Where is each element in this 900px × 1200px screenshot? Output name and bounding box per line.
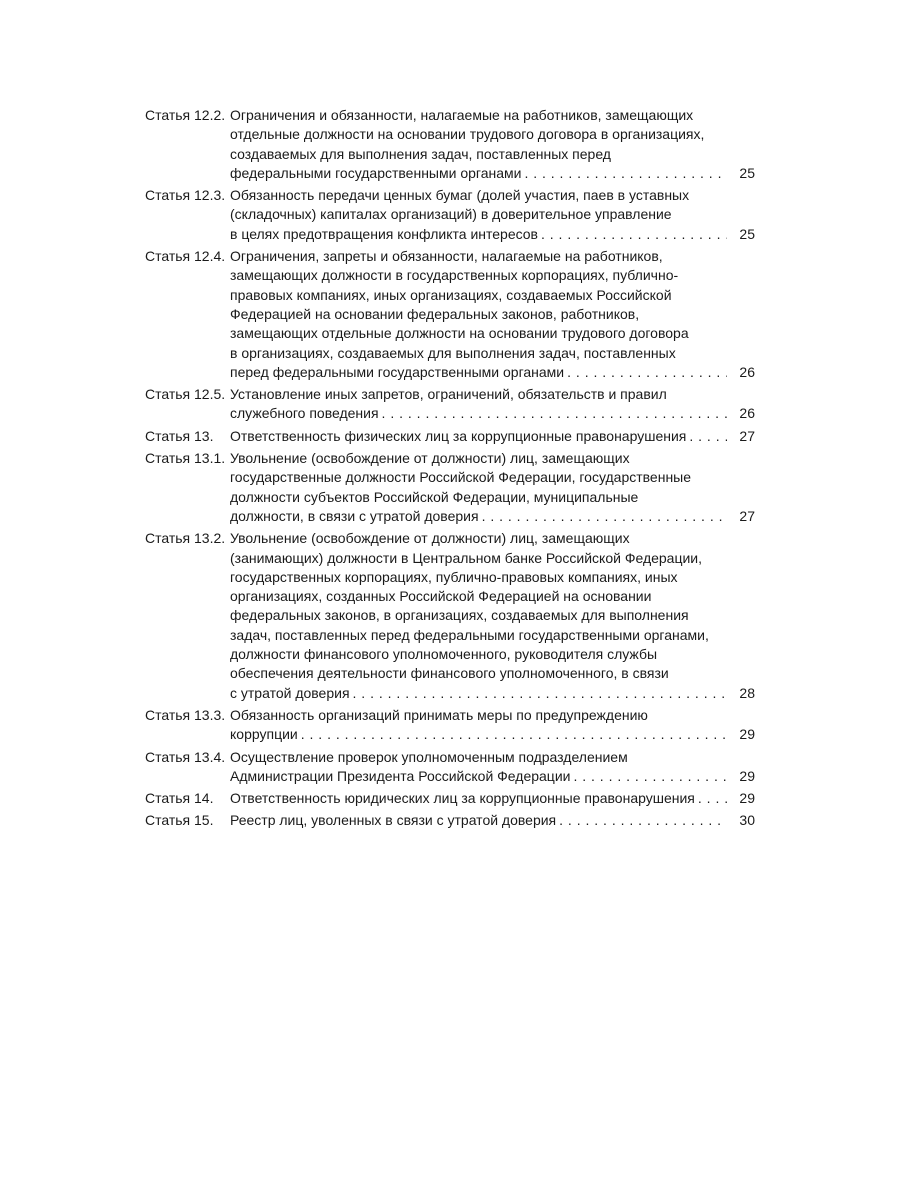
title-last-line — [230, 164, 755, 183]
dot-leader — [567, 363, 727, 382]
toc-entry — [145, 247, 755, 382]
title-last-line — [230, 767, 755, 786]
dot-leader — [541, 225, 727, 244]
toc-entry — [145, 529, 755, 703]
title-line: задач, поставленных перед федеральными государственными органами, — [230, 626, 709, 643]
page-number: 27 — [739, 507, 755, 524]
title-line: замещающих отдельные должности на основании трудового договора — [230, 325, 689, 342]
page-number: 30 — [739, 812, 755, 829]
title-line: Федерацией на основании федеральных законов, работников, — [230, 305, 640, 322]
title-last-line — [230, 404, 755, 423]
title-line: отдельные должности на основании трудового договора в организациях, — [230, 126, 705, 143]
title-last-line — [230, 789, 755, 808]
page-number: 25 — [739, 164, 755, 181]
title-line: государственные должности Российской Федерации, государственные — [230, 469, 692, 486]
page-number: 27 — [739, 427, 755, 444]
title-last-line — [230, 427, 755, 446]
toc-entry — [145, 106, 755, 183]
article-number: Статья 12.4. — [145, 248, 226, 265]
title-line: организациях, созданных Российской Федерацией на основании — [230, 588, 652, 605]
title-line: (занимающих) должности в Центральном банке Российской Федерации, — [230, 549, 703, 566]
toc-entry — [145, 186, 755, 244]
article-number: Статья 14. — [145, 790, 214, 807]
article-number: Статья 13.2. — [145, 530, 226, 547]
page-number: 25 — [739, 225, 755, 242]
title-line: Ответственность физических лиц за коррупционные правонарушения — [230, 427, 687, 444]
title-line: создаваемых для выполнения задач, поставленных перед — [230, 145, 611, 162]
toc-entry — [145, 706, 755, 745]
table-of-contents — [145, 106, 755, 834]
article-number: Статья 12.5. — [145, 386, 226, 403]
dot-leader — [559, 811, 727, 830]
article-number: Статья 13.1. — [145, 450, 226, 467]
title-line: Администрации Президента Российской Федерации — [230, 767, 571, 784]
title-last-line — [230, 363, 755, 382]
title-line: Ограничения и обязанности, налагаемые на работников, замещающих — [230, 107, 694, 123]
article-number: Статья 15. — [145, 812, 214, 829]
title-last-line — [230, 725, 755, 744]
article-title — [230, 449, 755, 526]
page-number: 29 — [739, 767, 755, 784]
title-line: перед федеральными государственными органами — [230, 363, 565, 380]
article-title — [230, 748, 755, 787]
dot-leader — [524, 164, 727, 183]
dot-leader — [689, 427, 727, 446]
article-number: Статья 13.4. — [145, 748, 226, 765]
article-title — [230, 811, 755, 830]
title-line: в организациях, создаваемых для выполнения задач, поставленных — [230, 344, 676, 361]
page-number: 28 — [739, 684, 755, 701]
title-line: должности финансового уполномоченного, руководителя службы — [230, 646, 658, 663]
title-last-line — [230, 684, 755, 703]
title-line: федеральных законов, в организациях, создаваемых для выполнения — [230, 607, 689, 624]
dot-leader — [573, 767, 727, 786]
page-number: 29 — [739, 726, 755, 743]
toc-entry — [145, 811, 755, 830]
dot-leader — [382, 404, 727, 423]
article-title — [230, 186, 755, 244]
title-line: государственных корпорациях, публично-правовых компаниях, иных — [230, 568, 678, 585]
title-line: Осуществление проверок уполномоченным подразделением — [230, 748, 628, 765]
title-line: служебного поведения — [230, 405, 379, 422]
article-title — [230, 706, 755, 745]
toc-entry — [145, 427, 755, 446]
title-line: должности субъектов Российской Федерации, муниципальные — [230, 488, 639, 505]
toc-entry — [145, 748, 755, 787]
page-number: 29 — [739, 790, 755, 807]
title-line: должности, в связи с утратой доверия — [230, 507, 479, 524]
article-number: Статья 12.2. — [145, 107, 226, 123]
dot-leader — [482, 507, 727, 526]
title-line: Увольнение (освобождение от должности) лиц, замещающих — [230, 450, 630, 467]
article-number: Статья 13.3. — [145, 706, 226, 723]
article-number: Статья 13. — [145, 427, 214, 444]
title-line: Обязанность передачи ценных бумаг (долей участия, паев в уставных — [230, 187, 690, 204]
article-title — [230, 529, 755, 703]
title-line: Реестр лиц, уволенных в связи с утратой доверия — [230, 812, 557, 829]
title-line: в целях предотвращения конфликта интересов — [230, 225, 538, 242]
title-line: Ответственность юридических лиц за коррупционные правонарушения — [230, 790, 695, 807]
title-last-line — [230, 507, 755, 526]
title-line: федеральными государственными органами — [230, 164, 522, 181]
article-title — [230, 106, 755, 183]
article-title — [230, 247, 755, 382]
dot-leader — [698, 789, 727, 808]
toc-entry — [145, 789, 755, 808]
title-line: обеспечения деятельности финансового уполномоченного, в связи — [230, 665, 669, 682]
title-line: с утратой доверия — [230, 684, 350, 701]
page-number: 26 — [739, 405, 755, 422]
title-line: правовых компаниях, иных организациях, создаваемых Российской — [230, 286, 672, 303]
article-title — [230, 789, 755, 808]
title-line: Увольнение (освобождение от должности) лиц, замещающих — [230, 530, 630, 547]
dot-leader — [353, 684, 727, 703]
article-number: Статья 12.3. — [145, 187, 226, 204]
toc-entry — [145, 449, 755, 526]
toc-entry — [145, 385, 755, 424]
title-last-line — [230, 225, 755, 244]
title-line: Ограничения, запреты и обязанности, налагаемые на работников, — [230, 248, 663, 265]
dot-leader — [301, 725, 727, 744]
article-title — [230, 427, 755, 446]
title-line: Установление иных запретов, ограничений, обязательств и правил — [230, 386, 667, 403]
page-number: 26 — [739, 363, 755, 380]
title-line: коррупции — [230, 726, 298, 743]
title-last-line — [230, 811, 755, 830]
title-line: Обязанность организаций принимать меры по предупреждению — [230, 706, 648, 723]
title-line: замещающих должности в государственных корпорациях, публично- — [230, 267, 679, 284]
article-title — [230, 385, 755, 424]
title-line: (складочных) капиталах организаций) в доверительное управление — [230, 206, 672, 223]
